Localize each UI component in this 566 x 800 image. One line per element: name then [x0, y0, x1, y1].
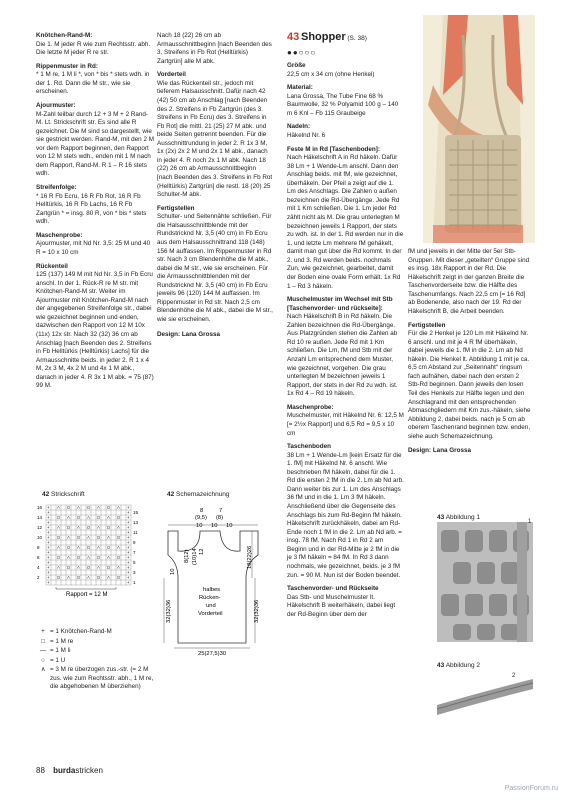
schema-bottom: 25(27,5)30	[198, 651, 227, 657]
yarn-over-symbol	[87, 566, 90, 569]
edge-stitch-symbol: +	[47, 510, 50, 515]
legend-symbol: ○	[41, 656, 45, 664]
edge-stitch-symbol: +	[47, 565, 50, 570]
yarn-over-symbol	[107, 526, 110, 529]
section-heading: Feste M in Rd [Taschenboden]:	[287, 145, 380, 153]
legend-symbol: □	[41, 637, 45, 645]
schema-label: 42 Schemazeichnung	[167, 491, 230, 498]
decrease-symbol	[67, 536, 70, 539]
row-number: 1	[133, 580, 136, 585]
pattern-page-ref: (S. 38)	[347, 35, 367, 42]
decrease-symbol	[67, 556, 70, 559]
section-text: Ajourmuster, mit Nd Nr. 3,5: 25 M und 40 R = 10 x 10 cm	[36, 240, 151, 256]
decrease-symbol	[57, 566, 60, 569]
yarn-over-symbol	[77, 556, 80, 559]
col1-block	[36, 63, 154, 97]
yarn-over-symbol	[67, 566, 70, 569]
rapport-bracket	[56, 587, 116, 589]
row-number: 8	[37, 545, 40, 550]
section-text: fM und jeweils in der Mitte der 5er Stb- Gruppen. Mit dieser „geteilten“ Gruppe sind es insg. 18x Rapport in der Rd. Die Häkelschrift zeigt in der ganzen Breite die Taschenvorderseite bzw. die Hälfte des Taschenumfangs. Nach 22,5 cm [= 16 Rd] ab Bodenende, also nach der 19. Rd der Häkelschrift B, die Arbeit beenden.	[408, 248, 530, 315]
decrease-symbol	[67, 516, 70, 519]
col3-block	[287, 443, 404, 580]
row-number: 10	[37, 535, 43, 540]
schema-side-left-d: 12	[199, 548, 205, 555]
decrease-symbol	[117, 526, 120, 529]
decrease-symbol	[117, 506, 120, 509]
brand-suffix: stricken	[75, 766, 103, 775]
col1-block	[36, 184, 154, 227]
yarn-over-symbol	[97, 516, 100, 519]
decrease-symbol	[117, 566, 120, 569]
schema-dim-top-e: 10	[196, 523, 203, 529]
detail-photo-2	[437, 671, 533, 719]
difficulty-dots: ●●○○○	[287, 47, 317, 57]
col3-block	[287, 62, 404, 79]
edge-stitch-symbol: +	[47, 540, 50, 545]
section-text: * 1 M re, 1 M li *, von * bis * stets wdh. in der 1. Rd. Dann die M str., wie sie erscheinen.	[36, 71, 150, 96]
row-number: 9	[133, 540, 136, 545]
stitch-chart	[36, 503, 154, 607]
pattern-number: 43	[287, 31, 300, 43]
col1-block	[36, 102, 154, 179]
decrease-symbol	[97, 566, 100, 569]
yarn-over-symbol	[97, 536, 100, 539]
legend-text: = 1 M re	[50, 637, 74, 645]
schema-dim-top-a: 8	[200, 508, 204, 514]
schema-side-left-b: 8(12)	[184, 549, 190, 563]
schema-body-left: 32(32)36	[166, 599, 172, 623]
yarn-over-symbol	[77, 516, 80, 519]
yarn-over-symbol	[97, 556, 100, 559]
legend-item	[36, 657, 154, 666]
edge-stitch-symbol: +	[47, 535, 50, 540]
section-text: Nach Häkelschrift A in Rd häkeln. Dafür 38 Lm + 1 Wende-Lm anschl. Dann den Anschlag beids. mit fM, wie gezeichnet, überhäkeln. Der Pfeil a zeigt auf die 1. Lm des Anschlags. Die Zahlen o außen bezeichnen die Rd-Übergänge. Jede Rd mit 1 Km schließen. Die 1. Lm jeder Rd zählt nicht als M. Die grau unterlegten M bezeichnen jeweils 1 Rapport, der stets zu wdh. ist. In der 1. Rd werden nur in die 1. und letzte Lm mehrere fM gehäkelt, damit man gut über die Rd kommt. In der 2. und 3. Rd werden beids. nochmals Zun, wie gezeichnet, gearbeitet, damit der Boden eine ovale Form erhält. 1x Rd 1 – Rd 3 häkeln.	[287, 154, 404, 290]
col3-block	[287, 404, 404, 438]
section-text: Schulter- und Seitennähte schließen. Für die Halsausschnittblende mit der Rundstricknd Nr. 3,5 (40 cm) in Fb Ecru aus dem Halsausschnittrand 118 (148) 156 M auffassen. Im Rippenmuster in Rd str. Nach 3 cm Blendenhöhe die M abk., dabei die M str., wie sie erscheinen. Für die Armausschnittblenden mit der Rundstricknd Nr. 3,5 (40 cm) in Fb Ecru jeweils 96 (120) 144 M auffassen. Im Rippenmuster in Rd str. Nach 2,5 cm Blendenhöhe die M abk., dabei die M str., wie sie erscheinen.	[157, 213, 273, 323]
edge-stitch-symbol: +	[127, 580, 130, 585]
schema-side-left-a: 10	[170, 568, 176, 575]
row-number: 4	[37, 565, 40, 570]
row-number: 7	[133, 550, 136, 555]
brand-name: burda	[53, 766, 76, 775]
decrease-symbol	[77, 506, 80, 509]
schema-dim-top-d: (8)	[216, 515, 224, 521]
edge-stitch-symbol: +	[127, 555, 130, 560]
yarn-over-symbol	[107, 546, 110, 549]
yarn-over-symbol	[77, 536, 80, 539]
section-text: Häkelnd Nr. 6	[287, 131, 326, 139]
edge-stitch-symbol: +	[127, 560, 130, 565]
decrease-symbol	[77, 566, 80, 569]
col2-block	[157, 205, 273, 325]
yarn-over-symbol	[87, 546, 90, 549]
col4-block	[408, 322, 532, 442]
row-number: 3	[133, 570, 136, 575]
section-heading: Größe	[287, 62, 306, 69]
edge-stitch-symbol: +	[47, 580, 50, 585]
section-heading: Knötchen-Rand-M:	[36, 32, 93, 39]
decrease-symbol	[97, 506, 100, 509]
schema-side-left-c: (10)14	[192, 548, 198, 565]
yarn-over-symbol	[67, 526, 70, 529]
abb2-marker: 2	[512, 673, 516, 679]
edge-stitch-symbol: +	[127, 510, 130, 515]
section-heading: Rippenmuster in Rd:	[36, 62, 98, 70]
yarn-over-symbol	[117, 556, 120, 559]
decrease-symbol	[57, 526, 60, 529]
edge-stitch-symbol: +	[127, 575, 130, 580]
row-number: 11	[133, 530, 138, 535]
legend-item	[36, 647, 154, 656]
yarn-over-symbol	[117, 516, 120, 519]
schema-dim-top-g: 10	[226, 523, 233, 529]
col1-block	[36, 32, 154, 58]
col3-block	[287, 146, 404, 292]
col2-block	[157, 71, 273, 199]
edge-stitch-symbol: +	[47, 560, 50, 565]
schema-center-a: halbes	[203, 587, 221, 593]
stitch-legend	[36, 628, 154, 693]
decrease-symbol	[57, 546, 60, 549]
rapport-label: Rapport = 12 M	[66, 592, 108, 598]
schema-inner-right: 18(22)26	[247, 545, 253, 569]
section-text: Das Stb- und Muschelmuster lt. Häkelschrift B weiterhäkeln, dabei liegt der Rd-Beginn über dem der	[287, 593, 396, 618]
col2-block	[157, 32, 273, 66]
section-heading: Fertigstellen	[157, 204, 195, 212]
edge-stitch-symbol: +	[127, 525, 130, 530]
column-4	[408, 248, 532, 456]
decrease-symbol	[87, 536, 90, 539]
decrease-symbol	[117, 546, 120, 549]
yarn-over-symbol	[57, 536, 60, 539]
legend-symbol: +	[41, 628, 45, 635]
section-heading: Muschelmuster im Wechsel mit Stb [Taschenvorder- und rückseite]:	[287, 296, 393, 312]
edge-stitch-symbol: +	[47, 555, 50, 560]
section-heading: Taschenvorder- und Rückseite	[287, 585, 379, 593]
edge-stitch-symbol: +	[47, 550, 50, 555]
section-heading: Rückenteil	[36, 262, 68, 270]
legend-symbol: —	[39, 647, 47, 655]
edge-stitch-symbol: +	[47, 530, 50, 535]
column-3	[287, 62, 404, 624]
decrease-symbol	[77, 546, 80, 549]
decrease-symbol	[87, 516, 90, 519]
yarn-over-symbol	[57, 516, 60, 519]
schema-center-b: Rücken-	[199, 595, 221, 601]
yarn-over-symbol	[87, 526, 90, 529]
stitch-chart-label: 42 Strickschrift	[42, 491, 85, 498]
section-text: Wie das Rückenteil str., jedoch mit tieferem Halsausschnitt. Dafür nach 42 (42) 50 cm ab Anschlag [nach Beenden des 2. Streifens in Fb Zartgrün (des 3. Streifens in Fb Ecru) des 3. Streifens in Fb Rot] die mittl. 21 (25) 27 M abk. und beide Seiten getrennt beenden. Für die Ausschnittrundung in jeder 2. R 1x 3 M, 1x (2x) 2x 2 M und 2x 1 M abk., danach in jeder 4. R noch 2x 1 M abk. Nach 18 (22) 26 cm ab Armausschnittbeginn [nach Beenden des 3. Streifens in Fb Rot (Helltürkis) Zartgrün] die restl. 18 (20) 25 Schulter-M abk.	[157, 79, 273, 199]
section-text: Lana Grossa, The Tube Fine 68 % Baumwolle, 32 % Polyamid 100 g – 140 m 6 Knl – Fb 115 Graubeige	[287, 92, 399, 117]
schema-center-d: Vorderteil	[198, 611, 223, 617]
row-number: 16	[37, 505, 43, 510]
edge-stitch-symbol: +	[127, 550, 130, 555]
edge-stitch-symbol: +	[127, 520, 130, 525]
page-footer	[36, 766, 103, 777]
section-text: 38 Lm + 1 Wende-Lm [kein Ersatz für die 1. fM] mit Häkelnd Nr. 6 anschl. Wie beschrieben fM häkeln, dabei für die 1. Rd die ersten 2 fM in die 2. Lm ab Nd arb. Dann weiter bis zur 1. Lm des Anschlags 36 fM und in die 1. Lm 3 fM häkeln. Anschließend über die Gegenseite des Anschlags bis zum Rd-Beginn fM häkeln. Häkelschrift zurückhäkeln, dabei am Rd-Ende noch 1 fM in die 2. Lm ab Nd arb. = insg. 78 fM. Nach Rd 1 in Rd 2 am Beginn und in der Rd-Mitte je 2 fM in die je 3 fM häkeln = 84 fM. In Rd 3 dann nochmals, wie gezeichnet, beids. je 3 fM zun. = 90 M. Nun ist der Boden beendet.	[287, 451, 404, 579]
schema-center-c: und	[206, 603, 216, 609]
section-heading: Vorderteil	[157, 71, 186, 79]
edge-stitch-symbol: +	[47, 525, 50, 530]
section-text: * 16 R Fb Ecru, 16 R Fb Rot, 16 R Fb Helltürkis, 16 R Fb Lachs, 16 R Fb Zartgrün * = insg. 80 R, von * bis * stets wdh.	[36, 192, 147, 226]
watermark: PassionForum.ru	[504, 785, 558, 793]
section-heading: Maschenprobe:	[287, 403, 334, 411]
schema-dim-top-f: 10	[211, 523, 218, 529]
edge-stitch-symbol: +	[127, 570, 130, 575]
section-heading: Taschenboden	[287, 443, 331, 451]
legend-item	[36, 638, 154, 647]
edge-stitch-symbol: +	[47, 505, 50, 510]
edge-stitch-symbol: +	[127, 530, 130, 535]
edge-stitch-symbol: +	[127, 505, 130, 510]
section-text: 22,5 cm x 34 cm (ohne Henkel)	[287, 70, 375, 78]
detail-photo-1	[437, 522, 533, 642]
decrease-symbol	[107, 516, 110, 519]
section-text: Muschelmuster, mit Häkelnd Nr. 6: 12,5 M [= 2½x Rapport] und 6,5 Rd = 9,5 x 10 cm	[287, 412, 404, 437]
section-text: 125 (137) 149 M mit Nd Nr. 3,5 in Fb Ecru anschl. In der 1. Rück-R re M str. mit Knötchen-Rand-M str. Weiter im Ajourmuster mit Knötchen-Rand-M nach der angegebenen Streifenfolge str., dabei wie gezeichnet beginnen und enden, dazwischen den Rapport von 12 M 10x (11x) 12x str. Nach 32 (32) 36 cm ab Anschlag [nach Beenden des 2. Streifens in Fb Helltürkis (Helltürkis) Lachs] für die Armausschnitte beids. in jeder 2. R 1 x 4 M, 2x 3 M, 4x 2 M und 4x 1 M abk., danach in jeder 4. R 3x 1 M abk. = 75 (87) 99 M.	[36, 271, 154, 390]
yarn-over-symbol	[77, 576, 80, 579]
section-heading: Streifenfolge:	[36, 184, 77, 191]
row-number: 12	[37, 525, 43, 530]
decrease-symbol	[87, 556, 90, 559]
column-2	[157, 32, 273, 339]
decrease-symbol	[67, 576, 70, 579]
col3-block	[287, 296, 404, 399]
row-number: 13	[133, 520, 139, 525]
edge-stitch-symbol: +	[47, 575, 50, 580]
edge-stitch-symbol: +	[47, 520, 50, 525]
row-number: 5	[133, 560, 136, 565]
row-number: 15	[133, 510, 139, 515]
decrease-symbol	[97, 526, 100, 529]
col4-block	[408, 248, 532, 317]
col3-block	[287, 585, 404, 619]
col1-block	[36, 232, 154, 258]
page-number: 88	[36, 766, 45, 775]
pattern-43-header	[287, 30, 417, 63]
edge-stitch-symbol: +	[47, 515, 50, 520]
edge-stitch-symbol: +	[127, 545, 130, 550]
abb1-marker: 1	[528, 519, 532, 525]
yarn-over-symbol	[107, 506, 110, 509]
section-text: Nach Häkelschrift B in Rd häkeln. Die Zahlen bezeichnen die Rd-Übergänge. Aus Platzgründen stehen die Zahlen ab Rd 10 re außen. Jede Rd mit 1 Km schließen. Die Lm, fM und Stb mit der Anzahl Lm entsprechend dem Muster, wie gezeichnet, vorgehen. Die grau unterlegten M bezeichnen jeweils 1 Rapport, der stets in der Rd zu wdh. ist. 1x Rd 4 – Rd 19 häkeln.	[287, 313, 398, 398]
section-text: M-Zahl teilbar durch 12 + 3 M + 2 Rand-M. Lt. Strickschrift str. Es sind alle R gezeichnet. Die M sind so dargestellt, wie sie gestrickt werden. Rand-M, mit den 2 M vor dem Rapport beginnen, den Rapport von 12 M stets wdh., enden mit 1 M nach dem Rapport, Rand-M. R 1 – R 16 stets wdh.	[36, 110, 154, 178]
abb2-label: 43 Abbildung 2	[437, 662, 481, 669]
abb1-label: 43 Abbildung 1	[437, 514, 481, 521]
decrease-symbol	[77, 526, 80, 529]
schema-dim-top-c: (9,5)	[195, 515, 207, 521]
row-number: 14	[37, 515, 43, 520]
legend-item	[36, 628, 154, 637]
section-heading: Maschenprobe:	[36, 231, 83, 239]
legend-text: = 1 U	[50, 656, 66, 664]
yarn-over-symbol	[107, 566, 110, 569]
edge-stitch-symbol: +	[127, 565, 130, 570]
yarn-over-symbol	[67, 506, 70, 509]
section-heading: Ajourmuster:	[36, 101, 76, 109]
yarn-over-symbol	[57, 556, 60, 559]
design-credit: Design: Lana Grossa	[157, 330, 220, 338]
decrease-symbol	[97, 546, 100, 549]
edge-stitch-symbol: +	[127, 515, 130, 520]
legend-text: = 3 M re überzogen zus.-str. (= 2 M zus. wie zum Rechtsstr. abh., 1 M re, die abgehobenen M überziehen)	[50, 666, 154, 691]
pattern-title: Shopper	[301, 31, 346, 43]
yarn-over-symbol	[117, 536, 120, 539]
section-heading: Material:	[287, 84, 313, 92]
row-number: 6	[37, 555, 40, 560]
column-1	[36, 32, 154, 396]
decrease-symbol	[107, 556, 110, 559]
section-text: Die 1. M jeder R wie zum Rechtsstr. abh. Die letzte M jeder R re str.	[36, 40, 151, 57]
col3-block	[287, 84, 404, 118]
design-credit: Design: Lana Grossa	[408, 447, 471, 455]
yarn-over-symbol	[87, 506, 90, 509]
section-text: Nach 18 (22) 26 cm ab Armausschnittbeginn [nach Beenden des 3. Streifens in Fb Rot (Helltürkis) Zartgrün] alle M abk.	[157, 32, 272, 65]
schema-body-right: 32(32)36	[254, 599, 260, 623]
legend-symbol: ∧	[40, 666, 46, 674]
shopper-photo	[423, 15, 535, 243]
section-heading: Nadeln:	[287, 123, 311, 131]
legend-item	[36, 666, 154, 692]
yarn-over-symbol	[97, 576, 100, 579]
row-number: 2	[37, 575, 40, 580]
yarn-over-symbol	[57, 576, 60, 579]
decrease-symbol	[87, 576, 90, 579]
legend-text: = 1 Knötchen-Rand-M	[50, 628, 112, 635]
edge-stitch-symbol: +	[127, 535, 130, 540]
schema-drawing	[160, 503, 272, 657]
legend-text: = 1 M li	[50, 647, 71, 655]
decrease-symbol	[107, 536, 110, 539]
yarn-over-symbol	[67, 546, 70, 549]
yarn-over-symbol	[117, 576, 120, 579]
decrease-symbol	[57, 506, 60, 509]
decrease-symbol	[107, 576, 110, 579]
section-text: Für die 2 Henkel je 120 Lm mit Häkelnd Nr. 6 anschl. und mit je 4 R fM überhäkeln, dabei jeweils die 1. fM in die 2. Lm ab Nd häkeln. Die Henkel lt. Abbildung 1 mit je ca. 6,5 cm Abstand zur „Seitennaht“ ringsum fach aufnähen, dabei nach den ersten 2 Stb-Rd beginnen. Dann jeweils den losen Teil des Henkels zur Hälfte legen und den Anschlagrand mit den entsprechenden Abmaschgliedern mit Km zus.-häkeln, siehe Abbildung 2, dabei beids. nach je 5 cm ab oberem Taschenrand beginnen bzw. enden, siehe auch Schemazeichnung.	[408, 330, 531, 440]
section-heading: Fertigstellen	[408, 321, 446, 329]
col1-block	[36, 263, 154, 391]
edge-stitch-symbol: +	[47, 545, 50, 550]
col3-block	[287, 123, 404, 140]
edge-stitch-symbol: +	[47, 570, 50, 575]
schema-dim-top-b: 7	[219, 508, 223, 514]
edge-stitch-symbol: +	[127, 540, 130, 545]
